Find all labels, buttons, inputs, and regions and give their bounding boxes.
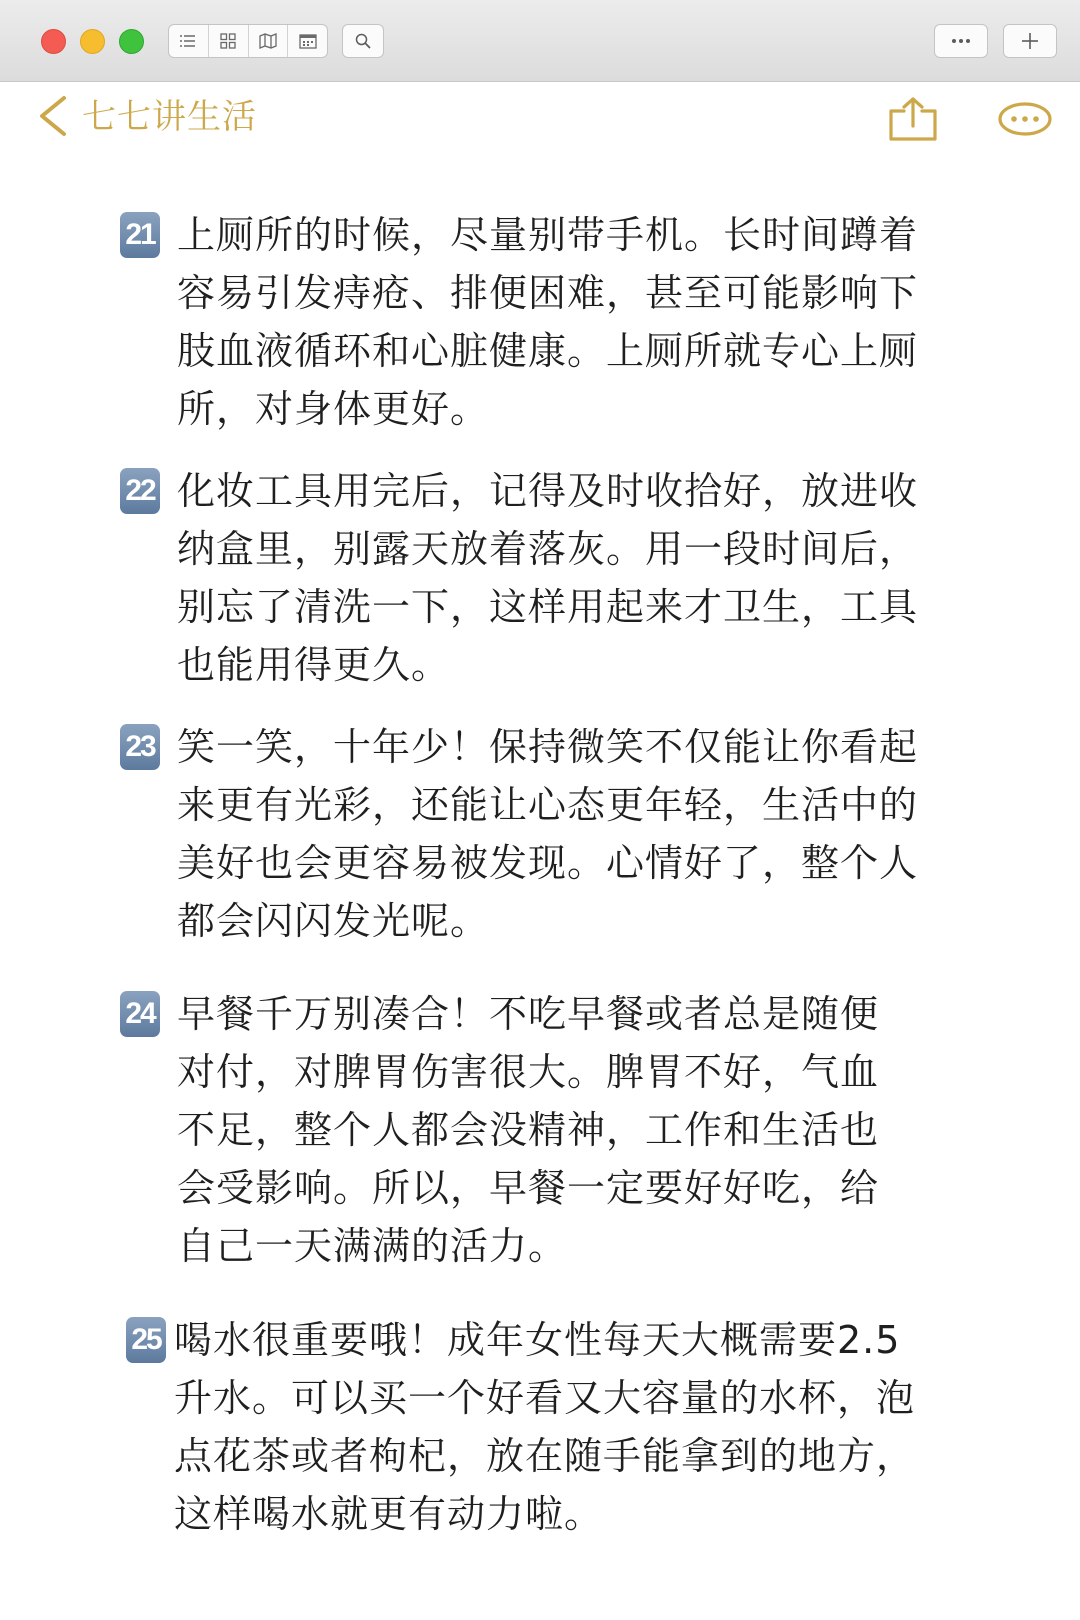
tip-text: 喝水很重要哦！成年女性每天大概需要2.5升水。可以买一个好看又大容量的水杯，泡点花茶或者枸杞，放在随手能拿到的地方，这样喝水就更有动力啦。 [174,1318,916,1536]
search-button[interactable] [342,24,384,58]
search-icon [355,33,371,49]
tip-text: 上厕所的时候，尽量别带手机。长时间蹲着容易引发痔疮、排便困难，甚至可能影响下肢血液循环和心脏健康。上厕所就专心上厕所，对身体更好。 [177,213,919,431]
minimize-window-button[interactable] [80,29,105,54]
more-options-icon[interactable] [997,101,1053,137]
back-button-label[interactable]: 七七讲生活 [82,97,257,137]
keycap-number-icon: 24 [120,991,160,1037]
close-window-button[interactable] [41,29,66,54]
list-view-icon[interactable] [169,25,209,57]
share-icon[interactable] [888,96,938,142]
tip-text: 笑一笑，十年少！保持微笑不仅能让你看起来更有光彩，还能让心态更年轻，生活中的美好也会更容易被发现。心情好了，整个人都会闪闪发光呢。 [177,725,919,943]
view-switcher [168,24,328,58]
keycap-number-icon: 25 [126,1317,166,1363]
calendar-view-icon[interactable] [288,25,327,57]
plus-icon [1021,32,1039,50]
map-view-icon[interactable] [249,25,289,57]
tip-text: 早餐千万别凑合！不吃早餐或者总是随便对付，对脾胃伤害很大。脾胃不好，气血不足，整个人都会没精神，工作和生活也会受影响。所以，早餐一定要好好吃，给自己一天满满的活力。 [177,992,880,1268]
grid-view-icon[interactable] [209,25,249,57]
more-actions-button[interactable] [934,24,988,58]
back-chevron-icon[interactable] [34,94,74,138]
ellipsis-icon [951,38,971,44]
keycap-number-icon: 21 [120,212,160,258]
keycap-number-icon: 23 [120,724,160,770]
maximize-window-button[interactable] [119,29,144,54]
title-bar [0,0,1080,82]
keycap-number-icon: 22 [120,468,160,514]
new-note-button[interactable] [1003,24,1057,58]
tip-text: 化妆工具用完后，记得及时收拾好，放进收纳盒里，别露天放着落灰。用一段时间后，别忘了清洗一下，这样用起来才卫生，工具也能用得更久。 [177,469,919,687]
